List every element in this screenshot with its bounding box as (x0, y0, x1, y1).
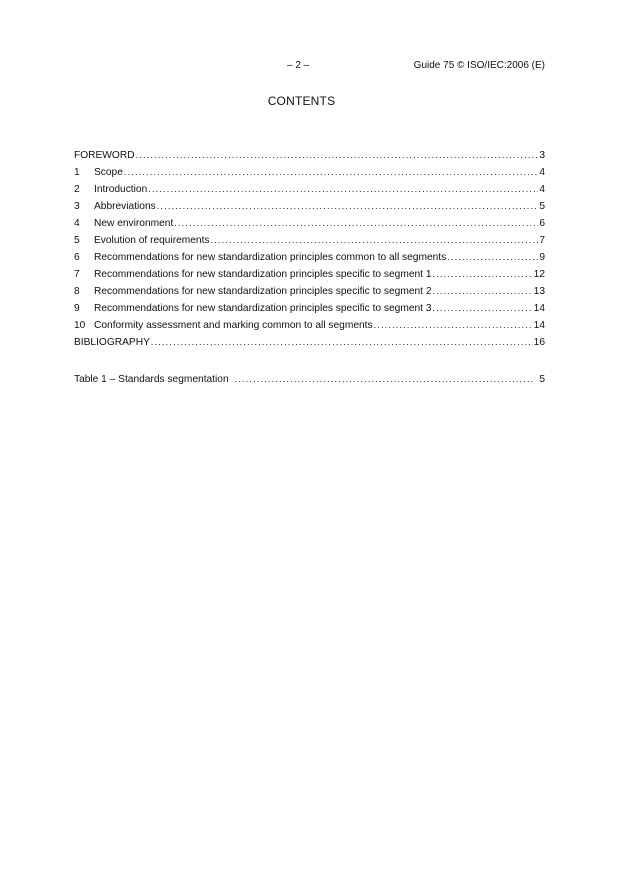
toc-dot-leader (124, 165, 538, 179)
toc-entry-recommendations-segment-2[interactable] (74, 284, 545, 301)
toc-entry-conformity-assessment[interactable] (74, 318, 545, 335)
toc-entry-page: 7 (539, 235, 545, 246)
toc-entry-page: 12 (533, 269, 545, 280)
toc-entry-number: 5 (74, 235, 80, 246)
table-entry-standards-segmentation[interactable] (74, 372, 545, 389)
toc-entry-page: 13 (533, 286, 545, 297)
toc-entry-number: 2 (74, 184, 80, 195)
toc-dot-leader (433, 267, 533, 281)
toc-entry-page: 14 (533, 320, 545, 331)
table-dot-leader (235, 372, 535, 386)
toc-entry-number: 9 (74, 303, 80, 314)
toc-entry-label: FOREWORD (74, 150, 135, 161)
toc-entry-label: Recommendations for new standardization principles specific to segment 1 (94, 269, 432, 280)
toc-dot-leader (433, 284, 533, 298)
toc-dot-leader (136, 148, 539, 162)
toc-dot-leader (148, 182, 538, 196)
toc-entry-page: 3 (539, 150, 545, 161)
toc-entry-page: 4 (539, 167, 545, 178)
toc-entry-number: 10 (74, 320, 86, 331)
toc-entry-recommendations-common[interactable] (74, 250, 545, 267)
toc-entry-label: New environment (94, 218, 174, 229)
toc-entry-label: BIBLIOGRAPHY (74, 337, 150, 348)
toc-entry-label: Conformity assessment and marking common to all segments (94, 320, 373, 331)
toc-dot-leader (157, 199, 539, 213)
toc-entry-abbreviations[interactable] (74, 199, 545, 216)
toc-dot-leader (447, 250, 538, 264)
table-entry-label: Table 1 – Standards segmentation (74, 374, 229, 385)
toc-entry-page: 5 (539, 201, 545, 212)
page-number: – 2 – (287, 60, 310, 71)
toc-dot-leader (211, 233, 539, 247)
toc-dot-leader (174, 216, 538, 230)
toc-entry-bibliography[interactable] (74, 335, 545, 352)
toc-entry-label: Scope (94, 167, 123, 178)
page-header (0, 60, 619, 74)
list-of-tables (74, 372, 545, 389)
toc-entry-foreword[interactable] (74, 148, 545, 165)
toc-entry-scope[interactable] (74, 165, 545, 182)
toc-entry-label: Introduction (94, 184, 148, 195)
toc-entry-page: 14 (533, 303, 545, 314)
toc-entry-number: 3 (74, 201, 80, 212)
toc-entry-evolution-of-requirements[interactable] (74, 233, 545, 250)
toc-dot-leader (151, 335, 533, 349)
toc-entry-number: 4 (74, 218, 80, 229)
toc-entry-number: 6 (74, 252, 80, 263)
document-reference: Guide 75 © ISO/IEC:2006 (E) (413, 60, 545, 71)
toc-entry-number: 1 (74, 167, 80, 178)
toc-dot-leader (433, 301, 533, 315)
contents-heading: CONTENTS (267, 94, 336, 108)
table-of-contents (74, 148, 545, 352)
toc-entry-introduction[interactable] (74, 182, 545, 199)
toc-entry-recommendations-segment-3[interactable] (74, 301, 545, 318)
toc-entry-page: 4 (539, 184, 545, 195)
toc-entry-number: 8 (74, 286, 80, 297)
toc-entry-page: 9 (539, 252, 545, 263)
toc-entry-page: 6 (539, 218, 545, 229)
toc-entry-label: Evolution of requirements (94, 235, 210, 246)
toc-entry-label: Recommendations for new standardization principles specific to segment 3 (94, 303, 432, 314)
toc-entry-label: Recommendations for new standardization principles specific to segment 2 (94, 286, 432, 297)
toc-entry-recommendations-segment-1[interactable] (74, 267, 545, 284)
table-entry-page: 5 (539, 374, 545, 385)
toc-entry-label: Recommendations for new standardization principles common to all segments (94, 252, 447, 263)
toc-entry-number: 7 (74, 269, 80, 280)
toc-entry-new-environment[interactable] (74, 216, 545, 233)
toc-dot-leader (374, 318, 533, 332)
toc-entry-label: Abbreviations (94, 201, 156, 212)
toc-entry-page: 16 (533, 337, 545, 348)
